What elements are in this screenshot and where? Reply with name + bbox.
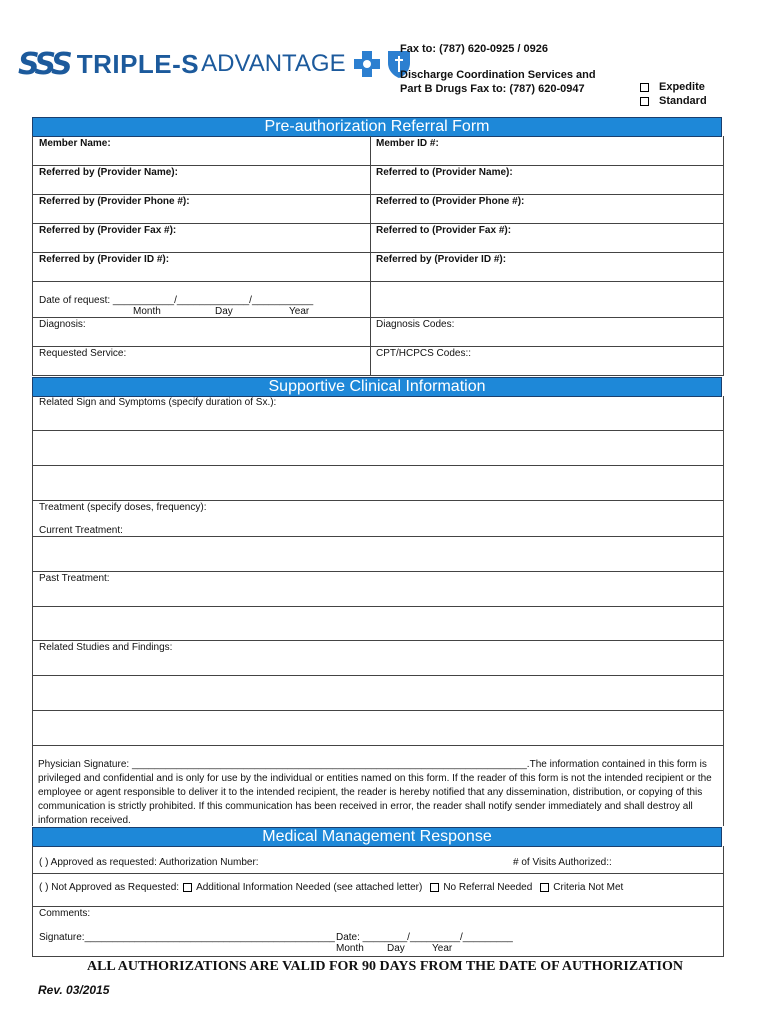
validity-notice: ALL AUTHORIZATIONS ARE VALID FOR 90 DAYS FROM THE DATE OF AUTHORIZATION xyxy=(86,959,684,974)
referral-grid xyxy=(32,136,724,376)
response-day-label: Day xyxy=(387,943,405,954)
physician-signature-notice: Physician Signature: _______________________________________________________________________.The information contained in this form is privileged and confidential and is only for use by the individual or entities named on this form. If the reader of this form is not the intended recipient or the employee or agent responsible to deliver it to the intended recipient, the reader is hereby notified that any dissemination, distribution, or copying of this communication is strictly prohibited. If this communication has been received in error, the reader shall notify sender immediately and shall destroy all information received. xyxy=(38,759,712,826)
comments-field[interactable]: Comments: xyxy=(39,908,91,919)
standard-label: Standard xyxy=(659,95,707,107)
discharge-line-2: Part B Drugs Fax to: (787) 620-0947 xyxy=(400,83,585,95)
response-year-label: Year xyxy=(432,943,453,954)
info-needed-label: Additional Information Needed (see attached letter) xyxy=(196,882,423,893)
criteria-checkbox[interactable] xyxy=(540,883,549,892)
referred-to-fax-field[interactable]: Referred to (Provider Fax #): xyxy=(376,225,512,236)
revision-label: Rev. 03/2015 xyxy=(38,983,110,997)
member-name-field[interactable]: Member Name: xyxy=(39,138,111,149)
date-day-label: Day xyxy=(215,306,233,317)
expedite-option[interactable] xyxy=(640,80,707,94)
discharge-line-1: Discharge Coordination Services and xyxy=(400,69,596,81)
logo-brand: TRIPLE-S xyxy=(76,48,200,79)
approved-field[interactable]: ( ) Approved as requested: Authorization Number: xyxy=(39,857,259,868)
cpt-codes-field[interactable]: CPT/HCPCS Codes:: xyxy=(376,348,472,359)
date-year-label: Year xyxy=(289,306,310,317)
priority-options xyxy=(640,80,707,108)
referred-to-name-field[interactable]: Referred to (Provider Name): xyxy=(376,167,513,178)
fax-line: Fax to: (787) 620-0925 / 0926 xyxy=(400,43,548,55)
section-referral-title: Pre-authorization Referral Form xyxy=(32,117,722,137)
response-month-label: Month xyxy=(336,943,364,954)
management-grid xyxy=(32,846,724,957)
no-referral-label: No Referral Needed xyxy=(443,882,533,893)
diagnosis-codes-field[interactable]: Diagnosis Codes: xyxy=(376,319,455,330)
referred-by-name-field[interactable]: Referred by (Provider Name): xyxy=(39,167,178,178)
criteria-label: Criteria Not Met xyxy=(553,882,624,893)
date-of-request-field[interactable]: Date of request: ___________/_____________/___________ xyxy=(39,295,314,306)
expedite-checkbox[interactable] xyxy=(640,83,649,92)
member-id-field[interactable]: Member ID #: xyxy=(376,138,439,149)
no-referral-checkbox[interactable] xyxy=(430,883,439,892)
info-needed-checkbox[interactable] xyxy=(183,883,192,892)
referred-by-id-field[interactable]: Referred by (Provider ID #): xyxy=(39,254,170,265)
referred-by-phone-field[interactable]: Referred by (Provider Phone #): xyxy=(39,196,190,207)
referred-by-id-right-field[interactable]: Referred by (Provider ID #): xyxy=(376,254,507,265)
visits-authorized-field[interactable]: # of Visits Authorized:: xyxy=(513,857,612,868)
standard-option[interactable] xyxy=(640,94,707,108)
current-treatment-field[interactable]: Current Treatment: xyxy=(39,525,123,536)
diagnosis-field[interactable]: Diagnosis: xyxy=(39,319,86,330)
logo-brand-2: ADVANTAGE xyxy=(201,50,346,77)
referred-to-phone-field[interactable]: Referred to (Provider Phone #): xyxy=(376,196,525,207)
discharge-fax xyxy=(400,68,596,96)
requested-service-field[interactable]: Requested Service: xyxy=(39,348,127,359)
blue-cross-icon xyxy=(352,49,382,79)
section-clinical-title: Supportive Clinical Information xyxy=(32,377,722,397)
studies-field[interactable]: Related Studies and Findings: xyxy=(39,642,173,653)
signature-field[interactable]: Signature:_____________________________________________ xyxy=(39,932,335,943)
signs-symptoms-field[interactable]: Related Sign and Symptoms (specify duration of Sx.): xyxy=(39,397,277,408)
standard-checkbox[interactable] xyxy=(640,97,649,106)
expedite-label: Expedite xyxy=(659,81,705,93)
date-month-label: Month xyxy=(133,306,161,317)
referred-by-fax-field[interactable]: Referred by (Provider Fax #): xyxy=(39,225,177,236)
section-management-title: Medical Management Response xyxy=(32,827,722,847)
fax-numbers xyxy=(400,42,548,56)
past-treatment-field[interactable]: Past Treatment: xyxy=(39,573,110,584)
treatment-field[interactable]: Treatment (specify doses, frequency): xyxy=(39,502,207,513)
response-date-field[interactable]: Date: ________/_________/_________ xyxy=(336,932,513,943)
triple-s-logo xyxy=(18,46,412,82)
logo-mark: SSS xyxy=(18,46,69,82)
not-approved-row xyxy=(39,882,623,893)
not-approved-label[interactable]: ( ) Not Approved as Requested: xyxy=(39,882,180,893)
